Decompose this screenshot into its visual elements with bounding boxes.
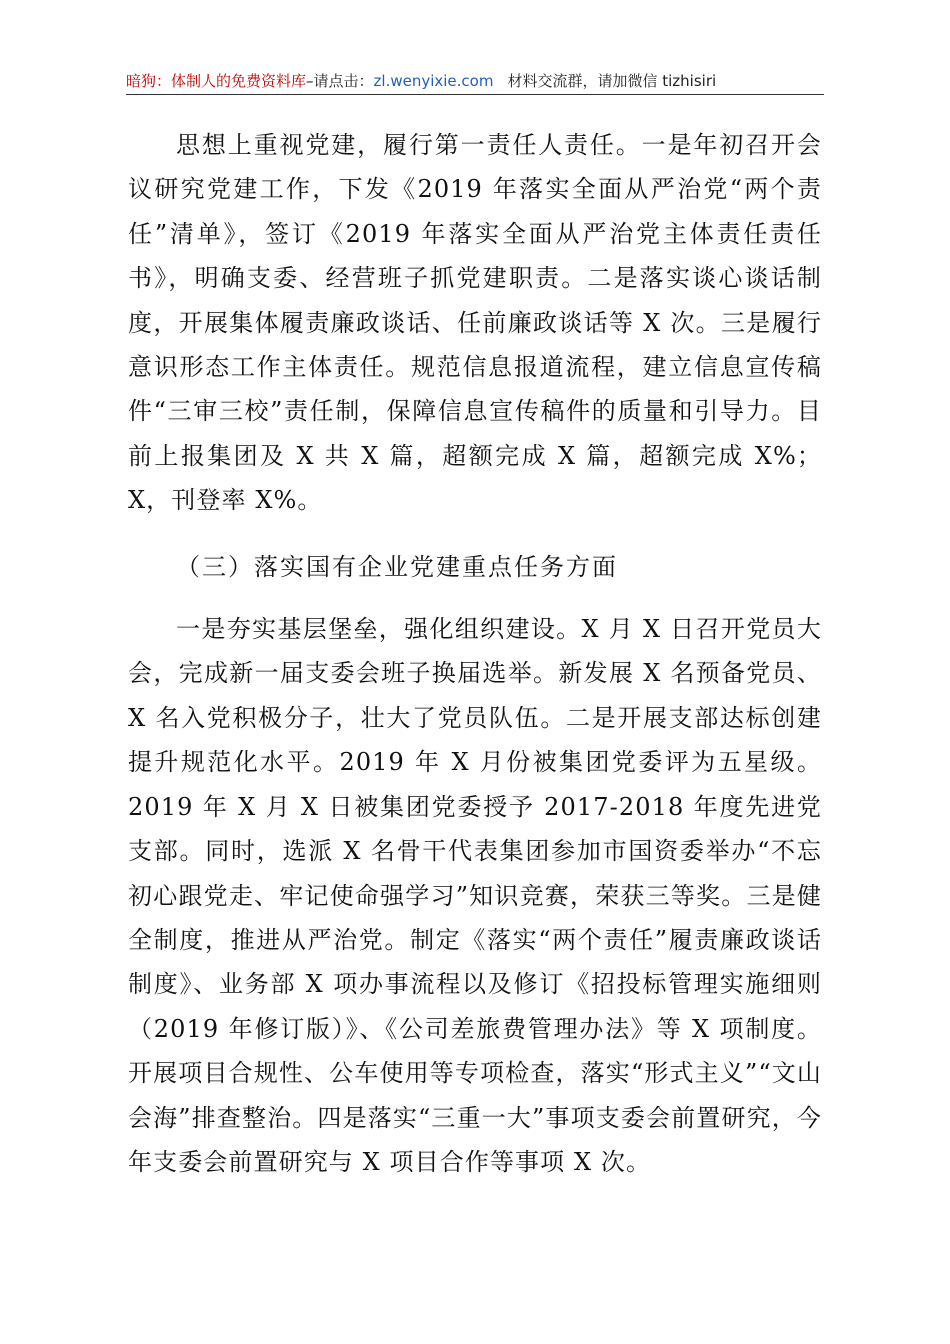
header-divider bbox=[126, 94, 824, 95]
header-group-note: 材料交流群，请加微信 tizhisiri bbox=[507, 72, 717, 90]
header-click-prompt: –请点击： bbox=[306, 72, 374, 90]
body-paragraph: 一是夯实基层堡垒，强化组织建设。X 月 X 日召开党员大会，完成新一届支委会班子换届选举。新发展 X 名预备党员、X 名入党积极分子，壮大了党员队伍。二是开展支部达标创建提升规范化水平。2019 年 X 月份被集团党委评为五星级。2019 年 X 月 X 日被集团党委授予 2017-2018 年度先进党支部。同时，选派 X 名骨干代表集团参加市国资委举办“不忘初心跟党走、牢记使命强学习”知识竞赛，荣获三等奖。三是健全制度，推进从严治党。制定《落实“两个责任”履责廉政谈话制度》、业务部 X 项办事流程以及修订《招投标管理实施细则（2019 年修订版）》、《公司差旅费管理办法》等 X 项制度。开展项目合规性、公车使用等专项检查，落实“形式主义”“文山会海”排查整治。四是落实“三重一大”事项支委会前置研究，今年支委会前置研究与 X 项目合作等事项 X 次。 bbox=[128, 615, 822, 1176]
header-url-link[interactable]: zl.wenyixie.com bbox=[373, 72, 494, 90]
page-header bbox=[126, 70, 824, 94]
section-heading: （三）落实国有企业党建重点任务方面 bbox=[176, 552, 618, 581]
document-body bbox=[128, 123, 822, 1184]
body-paragraph: 思想上重视党建，履行第一责任人责任。一是年初召开会议研究党建工作，下发《2019 年落实全面从严治党“两个责任”清单》，签订《2019 年落实全面从严治党主体责任责任书》，明确支委、经营班子抓党建职责。二是落实谈心谈话制度，开展集体履责廉政谈话、任前廉政谈话等 X 次。三是履行意识形态工作主体责任。规范信息报道流程，建立信息宣传稿件“三审三校”责任制，保障信息宣传稿件的质量和引导力。目前上报集团及 X 共 X 篇，超额完成 X 篇，超额完成 X%；X，刊登率 X%。 bbox=[128, 131, 822, 515]
header-site-name: 暗狗：体制人的免费资料库 bbox=[126, 72, 307, 90]
